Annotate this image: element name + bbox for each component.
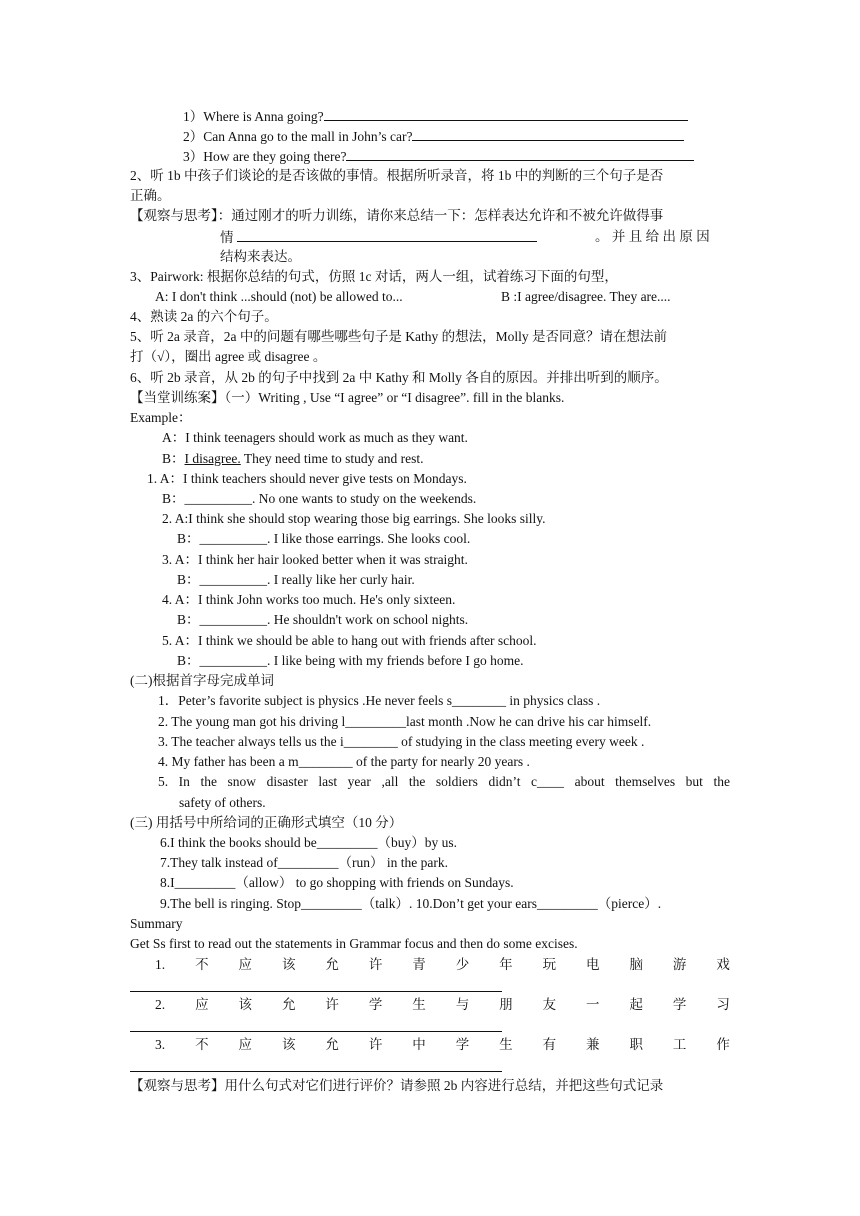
observation-1-line-1: 【观察与思考】：通过刚才的听力训练，请你来总结一下：怎样表达允许和不被允许做得事 — [130, 208, 664, 223]
writing-4-b[interactable]: B：__________. He shouldn't work on school nights. — [177, 612, 469, 627]
part-2-item-5-word: year — [347, 774, 371, 789]
part-2-item-5-word: 5. — [158, 774, 169, 789]
observation-2: 【观察与思考】用什么句式对它们进行评价？请参照 2b 内容进行总结，并把这些句式记录 — [130, 1078, 664, 1093]
observation-1-line-2 — [220, 227, 537, 247]
observation-1-char: 情 — [220, 230, 234, 245]
question-3 — [183, 146, 694, 166]
observation-1-line-3: 结构来表达。 — [220, 249, 301, 264]
step-3-pattern-a: A: I don't think ...should (not) be allowed to... — [155, 289, 403, 304]
observation-1-tail: 。 并 且 给 出 原 因 — [595, 229, 710, 244]
summary-instruction: Get Ss first to read out the statements in Grammar focus and then do some excises. — [130, 936, 578, 951]
summary-item-1-char: 1. — [155, 957, 166, 972]
part-2-item-2[interactable]: 2. The young man got his driving l_________last month .Now he can drive his car himself. — [158, 714, 652, 729]
summary-answer-line-1[interactable] — [130, 991, 502, 992]
summary-item-3-char: 允 — [325, 1037, 339, 1052]
part-2-item-5-word: snow — [227, 774, 257, 789]
summary-item-3-char: 工 — [672, 1037, 687, 1052]
summary-item-1-char: 脑 — [629, 957, 643, 972]
summary-item-3 — [155, 1035, 730, 1055]
part-2-item-3[interactable]: 3. The teacher always tells us the i________ of studying in the class meeting every week . — [158, 734, 645, 749]
writing-5-b[interactable]: B：__________. I like being with my friends before I go home. — [177, 653, 524, 668]
writing-4-a: 4. A：I think John works too much. He's only sixteen. — [162, 592, 456, 607]
step-2-line-2: 正确。 — [130, 188, 171, 203]
step-5-line-1: 5、听 2a 录音，2a 中的问题有哪些哪些句子是 Kathy 的想法，Molly 是否同意？请在想法前 — [130, 329, 667, 344]
summary-item-1-char: 允 — [325, 957, 339, 972]
summary-item-2-char: 习 — [716, 997, 730, 1012]
summary-item-2-char: 生 — [412, 997, 426, 1012]
summary-answer-line-3[interactable] — [130, 1071, 502, 1072]
part-3-item-7[interactable]: 7.They talk instead of_________（run） in the park. — [160, 855, 448, 870]
example-b — [162, 449, 423, 469]
part-2-item-5[interactable] — [158, 772, 730, 792]
part-2-heading: (二)根据首字母完成单词 — [130, 673, 274, 688]
question-2-text: 2）Can Anna go to the mall in John’s car? — [183, 129, 413, 144]
summary-item-1-char: 许 — [368, 957, 383, 972]
step-5-line-2: 打（√），圈出 agree 或 disagree 。 — [130, 349, 327, 364]
part-2-item-5-word: didn’t — [488, 774, 521, 789]
summary-item-2-char: 学 — [672, 997, 687, 1012]
step-3-heading: 3、Pairwork: 根据你总结的句式，仿照 1c 对话，两人一组，试着练习下面的句型， — [130, 269, 618, 284]
example-b-speaker: B： — [162, 451, 185, 466]
summary-item-2-char: 起 — [629, 997, 643, 1012]
summary-item-1-char: 电 — [586, 957, 600, 972]
summary-item-2-char: 允 — [281, 997, 296, 1012]
summary-heading: Summary — [130, 916, 183, 931]
question-2 — [183, 126, 684, 146]
summary-item-3-char: 应 — [238, 1037, 252, 1052]
summary-item-1-char: 玩 — [542, 957, 557, 972]
question-3-text: 3）How are they going there? — [183, 149, 347, 164]
summary-item-1-char: 年 — [499, 957, 513, 972]
summary-item-3-char: 兼 — [586, 1037, 600, 1052]
summary-item-3-char: 学 — [455, 1037, 470, 1052]
summary-item-3-char: 许 — [368, 1037, 383, 1052]
summary-item-1 — [155, 955, 730, 975]
summary-item-2-char: 应 — [195, 997, 209, 1012]
part-2-item-5-word: themselves — [615, 774, 676, 789]
answer-blank-1[interactable] — [324, 106, 688, 121]
summary-item-3-char: 有 — [542, 1037, 557, 1052]
step-2-line-1: 2、听 1b 中孩子们谈论的是否该做的事情。根据所听录音，将 1b 中的判断的三个句子是否 — [130, 168, 664, 183]
summary-item-2-char: 2. — [155, 997, 166, 1012]
example-a: A：I think teenagers should work as much as they want. — [162, 430, 468, 445]
part-3-item-8[interactable]: 8.I_________（allow） to go shopping with friends on Sundays. — [160, 875, 514, 890]
part-3-heading: (三) 用括号中所给词的正确形式填空（10 分） — [130, 815, 403, 830]
part-2-item-5-cont: safety of others. — [179, 795, 266, 810]
writing-5-a: 5. A：I think we should be able to hang out with friends after school. — [162, 633, 537, 648]
part-2-item-5-word: c____ — [531, 774, 565, 789]
part-2-item-5-word: but — [685, 774, 703, 789]
part-2-item-4[interactable]: 4. My father has been a m________ of the party for nearly 20 years . — [158, 754, 530, 769]
practice-heading: 【当堂训练案】（一）Writing , Use “I agree” or “I disagree”. fill in the blanks. — [130, 390, 565, 405]
summary-item-3-char: 生 — [499, 1037, 513, 1052]
part-3-item-6[interactable]: 6.I think the books should be_________（buy）by us. — [160, 835, 457, 850]
example-b-rest: They need time to study and rest. — [240, 451, 424, 466]
summary-item-2-char: 友 — [542, 997, 557, 1012]
example-label: Example： — [130, 410, 192, 425]
summary-item-2-char: 该 — [238, 997, 252, 1012]
summary-item-3-char: 中 — [412, 1037, 426, 1052]
part-2-item-5-word: soldiers — [435, 774, 478, 789]
part-2-item-5-word: about — [574, 774, 605, 789]
part-3-item-10-tail: __（pierce）. — [584, 896, 662, 911]
part-2-item-5-word: ,all — [381, 774, 399, 789]
answer-blank-3[interactable] — [346, 146, 694, 161]
summary-item-1-char: 戏 — [716, 957, 730, 972]
summary-item-2-char: 一 — [586, 997, 600, 1012]
summary-item-2-char: 朋 — [499, 997, 513, 1012]
summary-item-2-char: 与 — [455, 997, 470, 1012]
summary-item-2-char: 学 — [368, 997, 383, 1012]
writing-2-a: 2. A:I think she should stop wearing those big earrings. She looks silly. — [162, 511, 546, 526]
step-4: 4、熟读 2a 的六个句子。 — [130, 309, 278, 324]
summary-item-1-char: 青 — [412, 957, 426, 972]
writing-1-a: 1. A：I think teachers should never give tests on Mondays. — [147, 471, 467, 486]
summary-item-1-char: 少 — [455, 957, 470, 972]
step-6: 6、听 2b 录音，从 2b 的句子中找到 2a 中 Kathy 和 Molly 各自的原因。并排出听到的顺序。 — [130, 370, 668, 385]
question-1-text: 1）Where is Anna going? — [183, 109, 324, 124]
summary-item-3-char: 作 — [716, 1037, 730, 1052]
summary-item-2-char: 许 — [325, 997, 339, 1012]
writing-3-a: 3. A：I think her hair looked better when it was straight. — [162, 552, 468, 567]
summary-item-1-char: 不 — [195, 957, 209, 972]
summary-item-3-char: 该 — [281, 1037, 296, 1052]
example-b-answer: I disagree. — [184, 451, 241, 466]
summary-item-3-char: 3. — [155, 1037, 166, 1052]
summary-item-3-char: 职 — [629, 1037, 643, 1052]
summary-item-1-char: 游 — [672, 957, 687, 972]
part-2-item-5-word: disaster — [266, 774, 308, 789]
writing-2-b[interactable]: B：__________. I like those earrings. She looks cool. — [177, 531, 471, 546]
part-2-item-5-word: the — [200, 774, 217, 789]
summary-item-3-char: 不 — [195, 1037, 209, 1052]
question-1 — [183, 106, 688, 126]
part-2-item-5-word: In — [178, 774, 190, 789]
part-3-item-9-text: 9.The bell is ringing. Stop_________（talk）. 10.Don’t get your ears_______ — [160, 896, 585, 911]
summary-item-1-char: 该 — [281, 957, 296, 972]
summary-item-2 — [155, 995, 730, 1015]
step-3-pattern-b: B :I agree/disagree. They are.... — [501, 289, 671, 304]
part-2-item-5-word: the — [408, 774, 426, 789]
part-3-item-9-10[interactable] — [160, 894, 661, 914]
summary-answer-line-2[interactable] — [130, 1031, 502, 1032]
summary-item-1-char: 应 — [238, 957, 252, 972]
part-2-item-5-word: the — [713, 774, 730, 789]
observation-1-blank[interactable] — [237, 227, 537, 242]
writing-1-b[interactable]: B：__________. No one wants to study on the weekends. — [162, 491, 477, 506]
writing-3-b[interactable]: B：__________. I really like her curly hair. — [177, 572, 415, 587]
answer-blank-2[interactable] — [412, 126, 684, 141]
part-2-item-5-word: last — [318, 774, 338, 789]
part-2-item-1[interactable]: 1．Peter’s favorite subject is physics .He never feels s________ in physics class . — [158, 693, 601, 708]
